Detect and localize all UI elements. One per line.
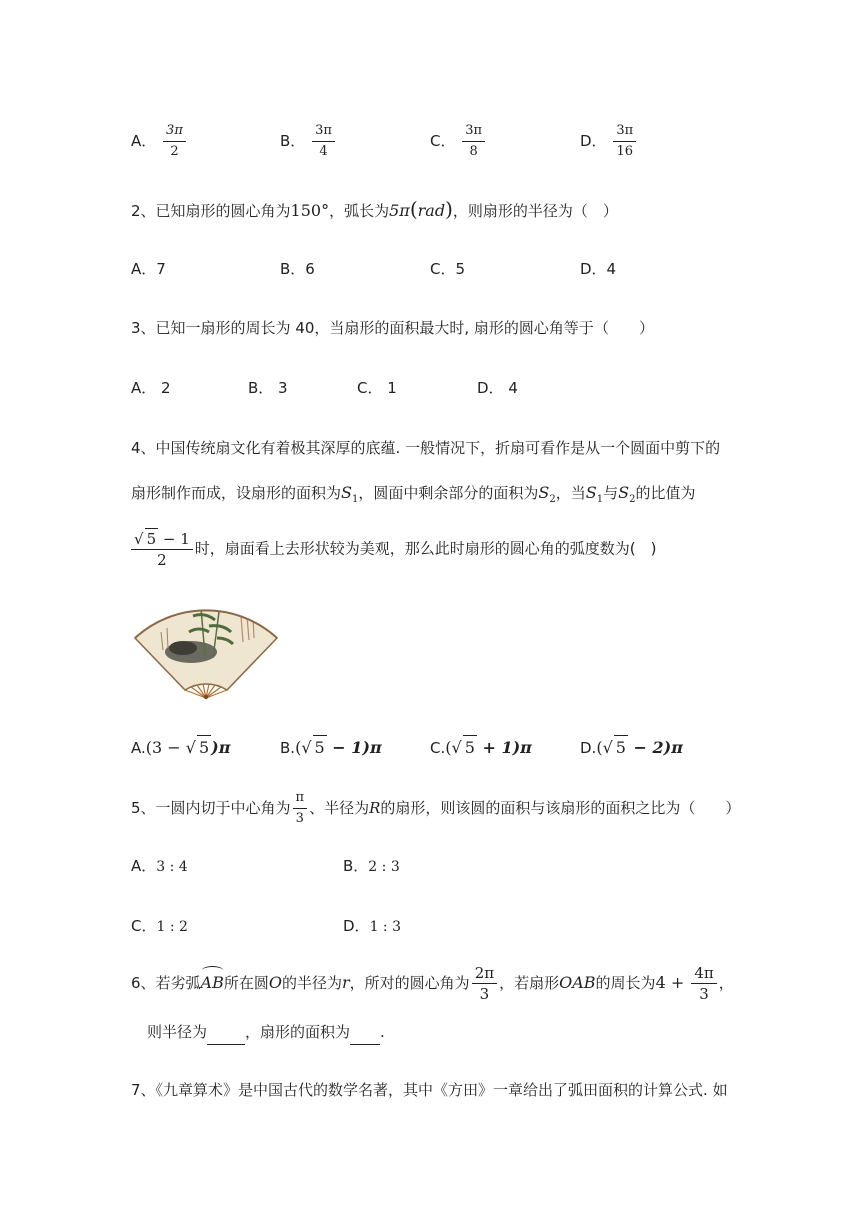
fraction: $\frac{3\pi}{16}$ bbox=[613, 121, 636, 162]
q4-option-a: A.(3 − √ 5 )π bbox=[131, 735, 230, 760]
q2-option-b: B．6 bbox=[280, 260, 315, 278]
angle-fraction: $\frac{2\pi}{3}$ bbox=[472, 963, 497, 1004]
q3-option-b: B． 3 bbox=[248, 379, 288, 397]
q3-stem: 3、已知一扇形的周长为 40，当扇形的面积最大时, 扇形的圆心角等于（ ） bbox=[131, 319, 654, 337]
fraction: $\frac{3\pi}{2}$ bbox=[163, 121, 186, 162]
q4-option-d: D.(√ 5 − 2)π bbox=[580, 735, 683, 760]
folding-fan-image bbox=[131, 598, 281, 700]
answer-blank-area[interactable] bbox=[350, 1020, 380, 1045]
q1-option-d: D． $\frac{3\pi}{16}$ bbox=[580, 121, 638, 162]
q7-stem: 7、《九章算术》是中国古代的数学名著，其中《方田》一章给出了弧田面积的计算公式. 如 bbox=[131, 1081, 728, 1099]
q4-option-b: B.(√ 5 − 1)π bbox=[280, 735, 382, 760]
q5-option-b: B．2 : 3 bbox=[343, 857, 400, 875]
q6-line-2: 则半径为 ，扇形的面积为 . bbox=[147, 1020, 385, 1045]
q3-option-c: C． 1 bbox=[357, 379, 397, 397]
perimeter-fraction: $\frac{4\pi}{3}$ bbox=[691, 963, 716, 1004]
answer-blank-radius[interactable] bbox=[207, 1020, 245, 1045]
q3-option-d: D． 4 bbox=[477, 379, 518, 397]
q2-option-a: A．7 bbox=[131, 260, 166, 278]
q4-line-2: 扇形制作而成，设扇形的面积为$S_1$，圆面中剩余部分的面积为$S_2$，当$S_1$与$S_2$的比值为 bbox=[131, 483, 696, 505]
q2-option-c: C．5 bbox=[430, 260, 466, 278]
q4-line-1: 4、中国传统扇文化有着极其深厚的底蕴. 一般情况下，折扇可看作是从一个圆面中剪下的 bbox=[131, 439, 721, 457]
arc-ab: AB bbox=[201, 971, 224, 995]
q1-option-c: C． $\frac{3\pi}{8}$ bbox=[430, 121, 487, 162]
ratio-fraction: $\frac{√ 5 - 1}{2}$ bbox=[131, 528, 193, 570]
q5-option-a: A．3 : 4 bbox=[131, 857, 188, 875]
fraction: $\frac{3\pi}{8}$ bbox=[462, 121, 485, 162]
angle-fraction: $\frac{\pi}{3}$ bbox=[293, 788, 308, 829]
fraction: $\frac{3\pi}{4}$ bbox=[312, 121, 335, 162]
q2-stem: 2、已知扇形的圆心角为150°，弧长为5π(rad)，则扇形的半径为（ ） bbox=[131, 197, 618, 221]
q5-option-c: C．1 : 2 bbox=[131, 917, 188, 935]
q1-option-b: B． $\frac{3\pi}{4}$ bbox=[280, 121, 337, 162]
q4-line-3: $\frac{√ 5 - 1}{2}$ 时，扇面看上去形状较为美观，那么此时扇形的圆心角的弧度数为( ) bbox=[129, 528, 656, 570]
q5-option-d: D．1 : 3 bbox=[343, 917, 401, 935]
q2-option-d: D．4 bbox=[580, 260, 617, 278]
q1-option-a: A． $\frac{3\pi}{2}$ bbox=[131, 121, 188, 162]
q3-option-a: A． 2 bbox=[131, 379, 171, 397]
q5-stem: 5、一圆内切于中心角为 $\frac{\pi}{3}$ 、半径为R的扇形，则该圆的面积与该扇形的面积之比为（ ） bbox=[131, 788, 740, 829]
q6-stem: 6、若劣弧AB所在圆O的半径为r，所对的圆心角为 $\frac{2\pi}{3}$ ，若扇形OAB的周长为4 + $\frac{4\pi}{3}$ ， bbox=[131, 964, 734, 1003]
q4-option-c: C.(√ 5 + 1)π bbox=[430, 735, 532, 760]
